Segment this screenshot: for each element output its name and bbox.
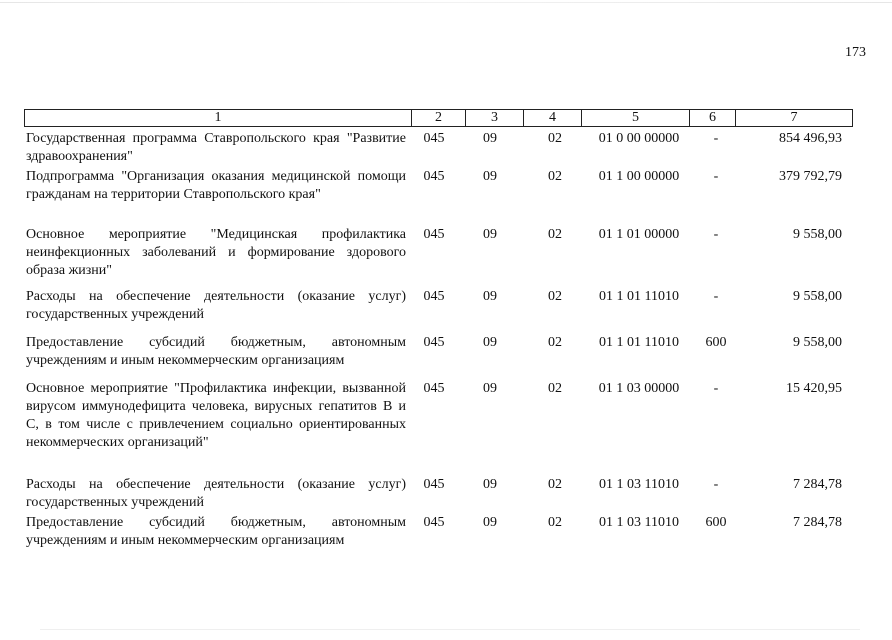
row-col-6: - [713, 131, 719, 146]
header-col-6: 6 [689, 110, 735, 126]
row-col-5: 01 1 03 11010 [599, 477, 679, 492]
row-col-5: 01 1 01 00000 [598, 227, 680, 242]
row-col-5: 01 1 03 11010 [599, 515, 679, 530]
row-col-7: 9 558,00 [793, 289, 842, 304]
row-col-7: 7 284,78 [793, 515, 842, 530]
row-col-3: 09 [483, 335, 497, 350]
row-name: Предоставление субсидий бюджетным, автономным учреждениям и иным некоммерческим организациям [26, 515, 406, 548]
row-col-3: 09 [483, 131, 497, 146]
table-header [24, 109, 853, 127]
row-name: Расходы на обеспечение деятельности (оказание услуг) государственных учреждений [26, 289, 406, 322]
row-col-5: 01 1 00 00000 [598, 169, 680, 184]
header-col-4: 4 [523, 110, 581, 126]
row-name: Основное мероприятие "Профилактика инфекции, вызванной вирусом иммунодефицита человека, вирусных гепатитов В и С, в том числе с привлечением социально ориентированных некоммерческих организаций" [26, 381, 406, 450]
row-name: Основное мероприятие "Медицинская профилактика неинфекционных заболеваний и формирование здорового образа жизни" [26, 227, 406, 278]
header-col-3: 3 [465, 110, 523, 126]
row-col-2: 045 [423, 131, 445, 146]
row-col-5: 01 1 01 11010 [599, 289, 679, 304]
row-name: Государственная программа Ставропольского края "Развитие здравоохранения" [26, 131, 406, 164]
row-col-7: 854 496,93 [779, 131, 842, 146]
row-col-4: 02 [548, 515, 562, 530]
row-col-3: 09 [483, 477, 497, 492]
header-col-2: 2 [411, 110, 465, 126]
row-col-3: 09 [483, 381, 497, 396]
scan-edge-top [0, 2, 892, 3]
row-col-7: 379 792,79 [779, 169, 842, 184]
row-name: Предоставление субсидий бюджетным, автономным учреждениям и иным некоммерческим организациям [26, 335, 406, 368]
row-col-6: 600 [705, 515, 727, 530]
row-col-4: 02 [548, 335, 562, 350]
row-col-3: 09 [483, 515, 497, 530]
header-col-7: 7 [735, 110, 852, 126]
row-col-4: 02 [548, 227, 562, 242]
row-col-5: 01 1 03 00000 [598, 381, 680, 396]
row-col-3: 09 [483, 227, 497, 242]
row-name: Подпрограмма "Организация оказания медицинской помощи гражданам на территории Ставропольского края" [26, 169, 406, 202]
row-col-5: 01 1 01 11010 [599, 335, 679, 350]
row-col-7: 7 284,78 [793, 477, 842, 492]
row-col-5: 01 0 00 00000 [598, 131, 680, 146]
row-col-3: 09 [483, 289, 497, 304]
row-col-4: 02 [548, 169, 562, 184]
row-col-6: - [713, 477, 719, 492]
row-col-3: 09 [483, 169, 497, 184]
row-col-4: 02 [548, 289, 562, 304]
header-col-5: 5 [581, 110, 689, 126]
scan-edge-bottom [40, 629, 860, 630]
row-col-4: 02 [548, 131, 562, 146]
row-col-6: - [713, 289, 719, 304]
row-col-7: 9 558,00 [793, 335, 842, 350]
row-col-6: - [713, 381, 719, 396]
row-col-2: 045 [423, 289, 445, 304]
row-col-2: 045 [423, 227, 445, 242]
row-col-2: 045 [423, 515, 445, 530]
row-name: Расходы на обеспечение деятельности (оказание услуг) государственных учреждений [26, 477, 406, 510]
row-col-6: - [713, 169, 719, 184]
page-number: 173 [845, 45, 866, 60]
header-col-1: 1 [214, 110, 222, 125]
row-col-2: 045 [423, 335, 445, 350]
row-col-4: 02 [548, 477, 562, 492]
row-col-6: 600 [705, 335, 727, 350]
row-col-4: 02 [548, 381, 562, 396]
row-col-7: 9 558,00 [793, 227, 842, 242]
row-col-7: 15 420,95 [786, 381, 842, 396]
row-col-2: 045 [423, 477, 445, 492]
row-col-2: 045 [423, 169, 445, 184]
row-col-2: 045 [423, 381, 445, 396]
row-col-6: - [713, 227, 719, 242]
